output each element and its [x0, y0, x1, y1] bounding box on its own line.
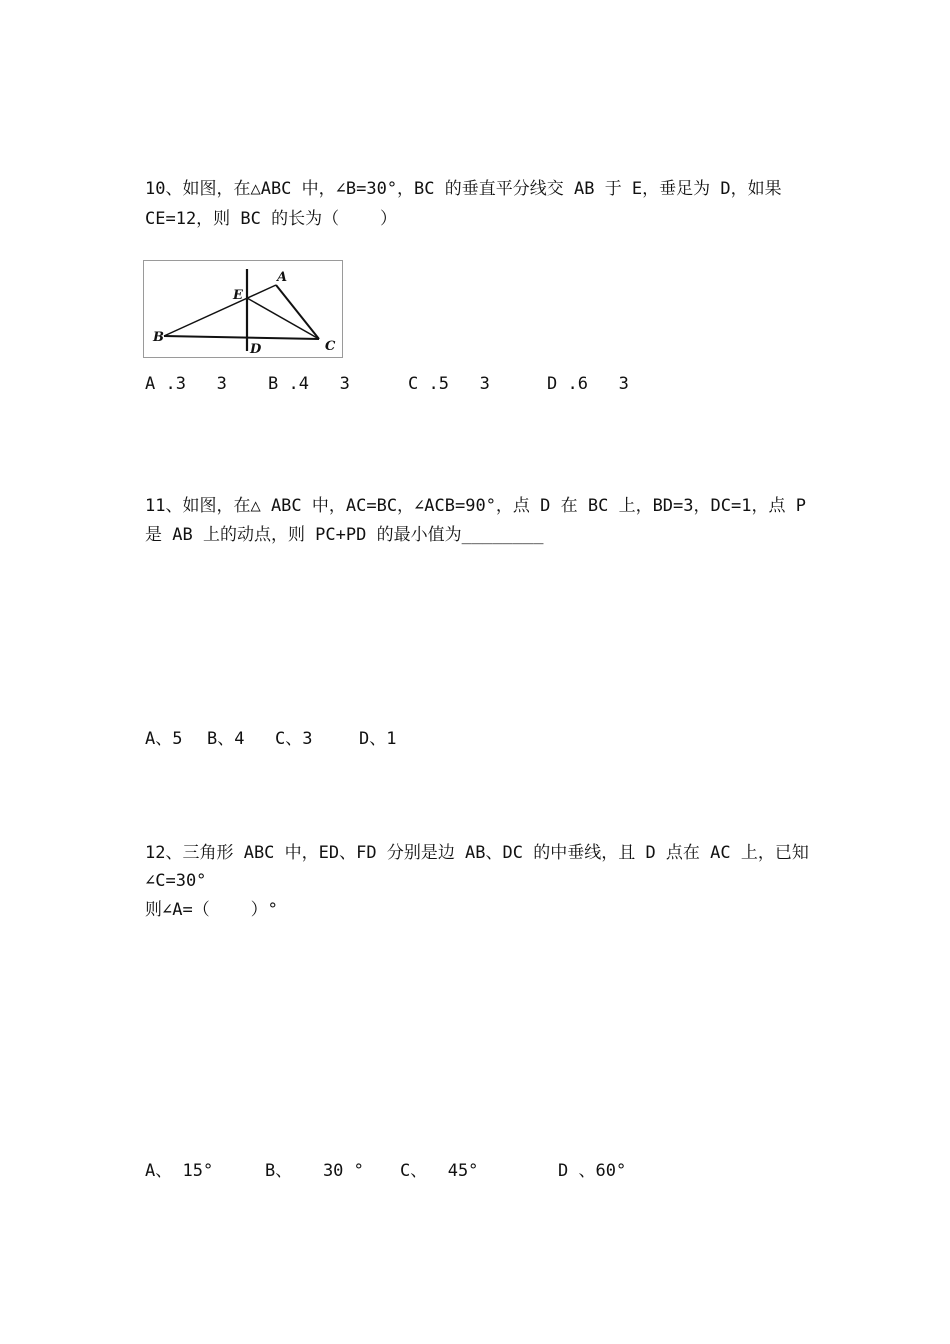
q10-option-b: B .4 3 [268, 374, 350, 394]
q11-option-c: C、3 [275, 729, 313, 749]
q12-text-line1: 12、三角形 ABC 中，ED、FD 分别是边 AB、DC 的中垂线，且 D 点在 AC 上，已知 [145, 843, 809, 863]
q10-text-line2: CE=12，则 BC 的长为（ ） [145, 209, 398, 229]
q10-triangle-figure [143, 260, 343, 358]
q10-option-d: D .6 3 [547, 374, 629, 394]
q10-text-line1: 10、如图，在△ABC 中，∠B=30°，BC 的垂直平分线交 AB 于 E，垂足为 D，如果 [145, 179, 782, 199]
segment-ec [247, 298, 319, 339]
q11-text-line2: 是 AB 上的动点，则 PC+PD 的最小值为________ [145, 525, 544, 545]
segment-ac [276, 285, 319, 339]
q12-option-a: A、 15° [145, 1161, 214, 1181]
label-b: B [153, 330, 164, 345]
q10-option-c: C .5 3 [408, 374, 490, 394]
q12-option-d: D 、60° [558, 1161, 627, 1181]
segment-bc [164, 336, 319, 339]
q11-option-d: D、1 [359, 729, 397, 749]
q12-text-line2: ∠C=30° [145, 871, 207, 891]
q10-option-a: A .3 3 [145, 374, 227, 394]
label-c: C [325, 339, 336, 354]
q11-text-line1: 11、如图，在△ ABC 中，AC=BC，∠ACB=90°，点 D 在 BC 上，BD=3，DC=1，点 P [145, 496, 806, 516]
q11-option-a: A、5 [145, 729, 183, 749]
q12-option-c: C、 45° [400, 1161, 479, 1181]
q12-option-b: B、 30 ° [265, 1161, 364, 1181]
q11-option-b: B、4 [207, 729, 245, 749]
segment-ba [164, 285, 276, 336]
q12-text-line3: 则∠A=（ ）° [145, 900, 278, 920]
label-d: D [250, 342, 262, 357]
label-e: E [233, 288, 243, 303]
label-a: A [277, 270, 288, 285]
